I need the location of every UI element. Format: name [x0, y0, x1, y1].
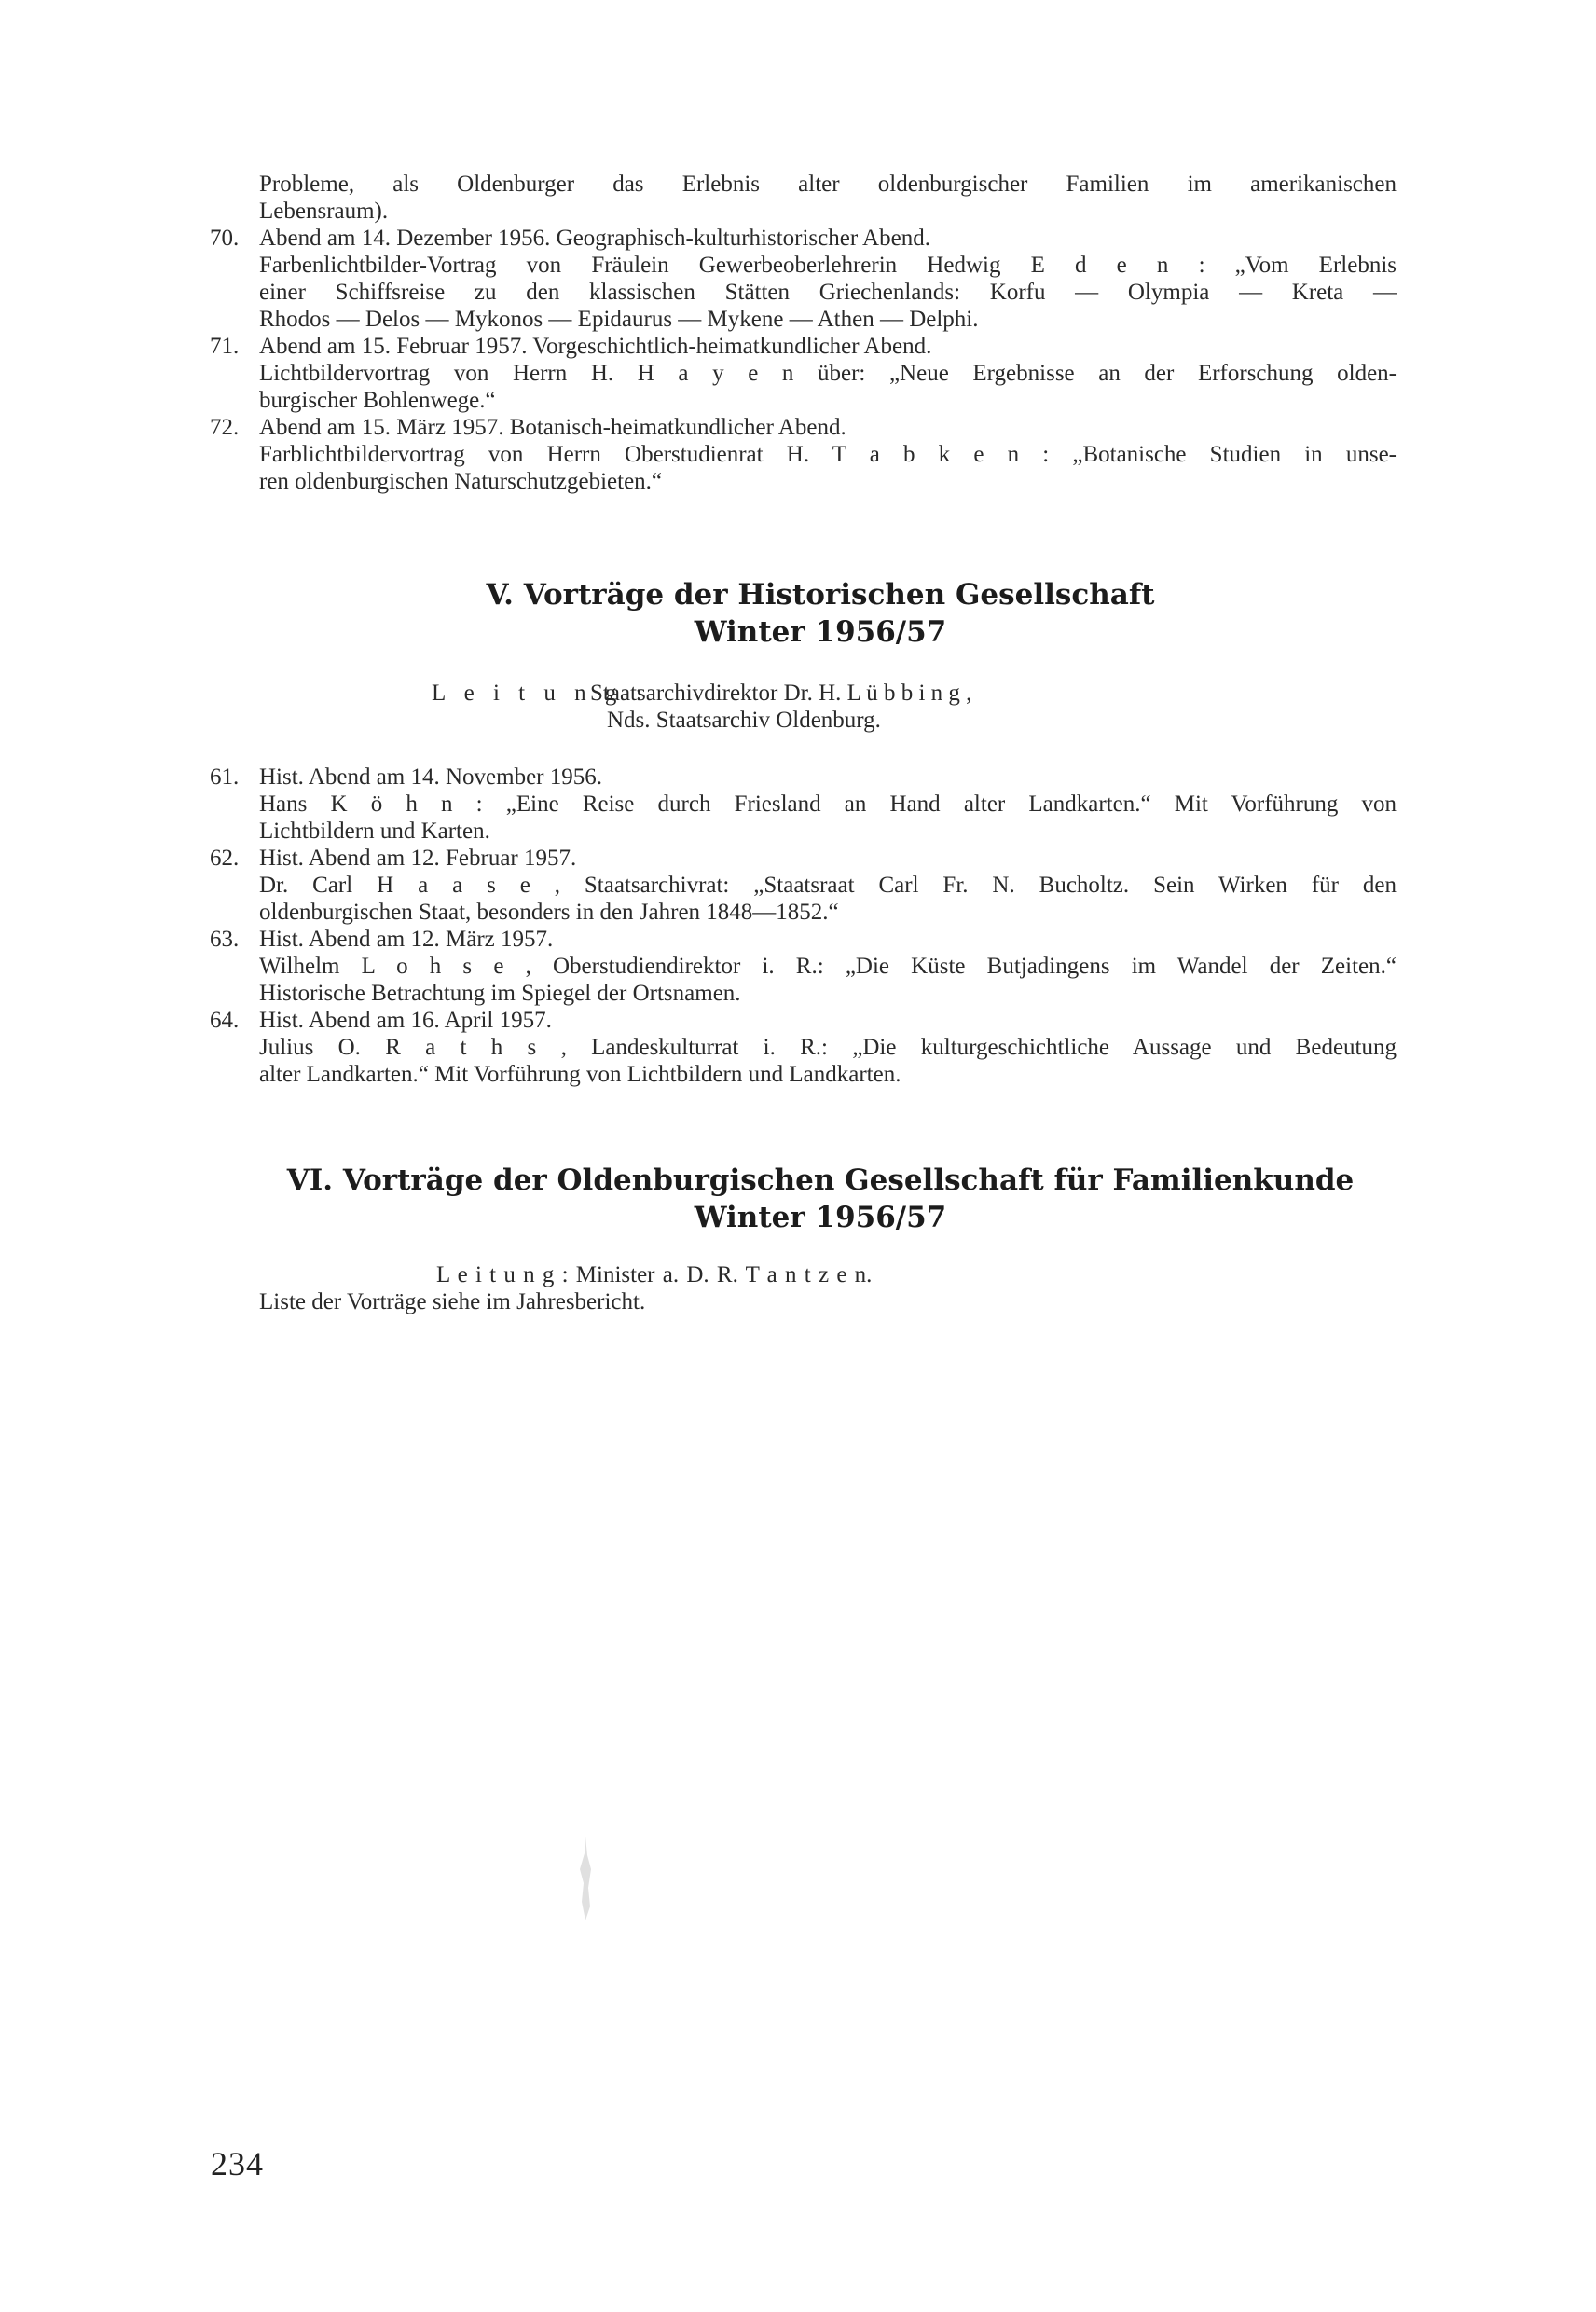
list-item: [210, 333, 1396, 414]
entry-number: 63.: [210, 927, 240, 952]
page-number: 234: [211, 2145, 264, 2182]
entry-line: Hist. Abend am 14. November 1956.: [259, 764, 603, 790]
section-title: V. Vorträge der Historischen Gesellschaft: [486, 578, 1155, 612]
entry-line: einer Schiffsreise zu den klassischen Stätten Griechenlands: Korfu — Olympia — Kreta —: [259, 280, 1396, 305]
entry-line: Abend am 15. Februar 1957. Vorgeschichtlich-heimatkundlicher Abend.: [259, 334, 932, 359]
entry-line: Dr. Carl H a a s e , Staatsarchivrat: „Staatsraat Carl Fr. N. Bucholtz. Sein Wirken für den: [259, 873, 1396, 898]
entry-line: Abend am 14. Dezember 1956. Geographisch-kulturhistorischer Abend.: [259, 226, 930, 251]
scan-smudge: [576, 1837, 595, 1920]
entry-line: burgischer Bohlenwege.“: [259, 388, 496, 413]
leitung-institution: Nds. Staatsarchiv Oldenburg.: [607, 708, 881, 733]
entry-line: Hans K ö h n : „Eine Reise durch Friesland an Hand alter Landkarten.“ Mit Vorführung von: [259, 791, 1396, 817]
list-item: [210, 414, 1396, 495]
entry-number: 64.: [210, 1008, 240, 1033]
list-item: [210, 926, 1396, 1007]
entry-line: Lichtbildern und Karten.: [259, 819, 490, 844]
entry-line: oldenburgischen Staat, besonders in den Jahren 1848—1852.“: [259, 900, 839, 925]
section-v-list: [210, 764, 1396, 1088]
section-subtitle: Winter 1956/57: [694, 615, 947, 649]
entry-line: Julius O. R a t h s , Landeskulturrat i. R.: „Die kulturgeschichtliche Aussage und Bedeutung: [259, 1035, 1396, 1060]
entry-line: Abend am 15. März 1957. Botanisch-heimatkundlicher Abend.: [259, 415, 846, 440]
entry-number: 72.: [210, 415, 240, 440]
entry-line: Hist. Abend am 12. März 1957.: [259, 927, 554, 952]
leitung-director: Staatsarchivdirektor Dr. H. L ü b b i n g ,: [590, 681, 972, 706]
section-note: Liste der Vorträge siehe im Jahresbericht.: [259, 1289, 646, 1314]
continuation-line: Lebensraum).: [259, 199, 389, 224]
entry-line: Historische Betrachtung im Spiegel der Ortsnamen.: [259, 981, 741, 1006]
list-item: [210, 845, 1396, 926]
entry-line: Farbenlichtbilder-Vortrag von Fräulein Gewerbeoberlehrerin Hedwig E d e n : „Vom Erlebnis: [259, 253, 1396, 278]
section-title: VI. Vorträge der Oldenburgischen Gesellschaft für Familienkunde: [286, 1163, 1355, 1197]
entry-line: alter Landkarten.“ Mit Vorführung von Lichtbildern und Landkarten.: [259, 1062, 901, 1087]
entry-line: Lichtbildervortrag von Herrn H. H a y e n über: „Neue Ergebnisse an der Erforschung olden-: [259, 361, 1396, 386]
section-v-heading: [186, 576, 1454, 651]
leitung-label: L e i t u n g :: [432, 681, 649, 706]
entry-line: Farblichtbildervortrag von Herrn Oberstudienrat H. T a b k e n : „Botanische Studien in unse-: [259, 442, 1396, 467]
entry-number: 61.: [210, 764, 240, 790]
section-subtitle: Winter 1956/57: [694, 1201, 947, 1234]
entry-line: Hist. Abend am 16. April 1957.: [259, 1008, 552, 1033]
entry-number: 71.: [210, 334, 240, 359]
entry-line: Wilhelm L o h s e , Oberstudiendirektor i. R.: „Die Küste Butjadingens im Wandel der Zeiten.“: [259, 954, 1396, 979]
continuation-line: Probleme, als Oldenburger das Erlebnis alter oldenburgischer Familien im amerikanischen: [259, 172, 1396, 197]
leitung-line: L e i t u n g : Minister a. D. R. T a n t z e n.: [436, 1262, 873, 1287]
list-item: [210, 764, 1396, 845]
top-section: [210, 171, 1396, 495]
entry-line: ren oldenburgischen Naturschutzgebieten.“: [259, 469, 663, 494]
entry-line: Hist. Abend am 12. Februar 1957.: [259, 846, 577, 871]
entry-line: Rhodos — Delos — Mykonos — Epidaurus — Mykene — Athen — Delphi.: [259, 307, 979, 332]
list-item: [210, 1007, 1396, 1088]
entry-number: 70.: [210, 226, 240, 251]
entry-number: 62.: [210, 846, 240, 871]
section-vi-heading: [186, 1162, 1454, 1236]
list-item: [210, 225, 1396, 333]
